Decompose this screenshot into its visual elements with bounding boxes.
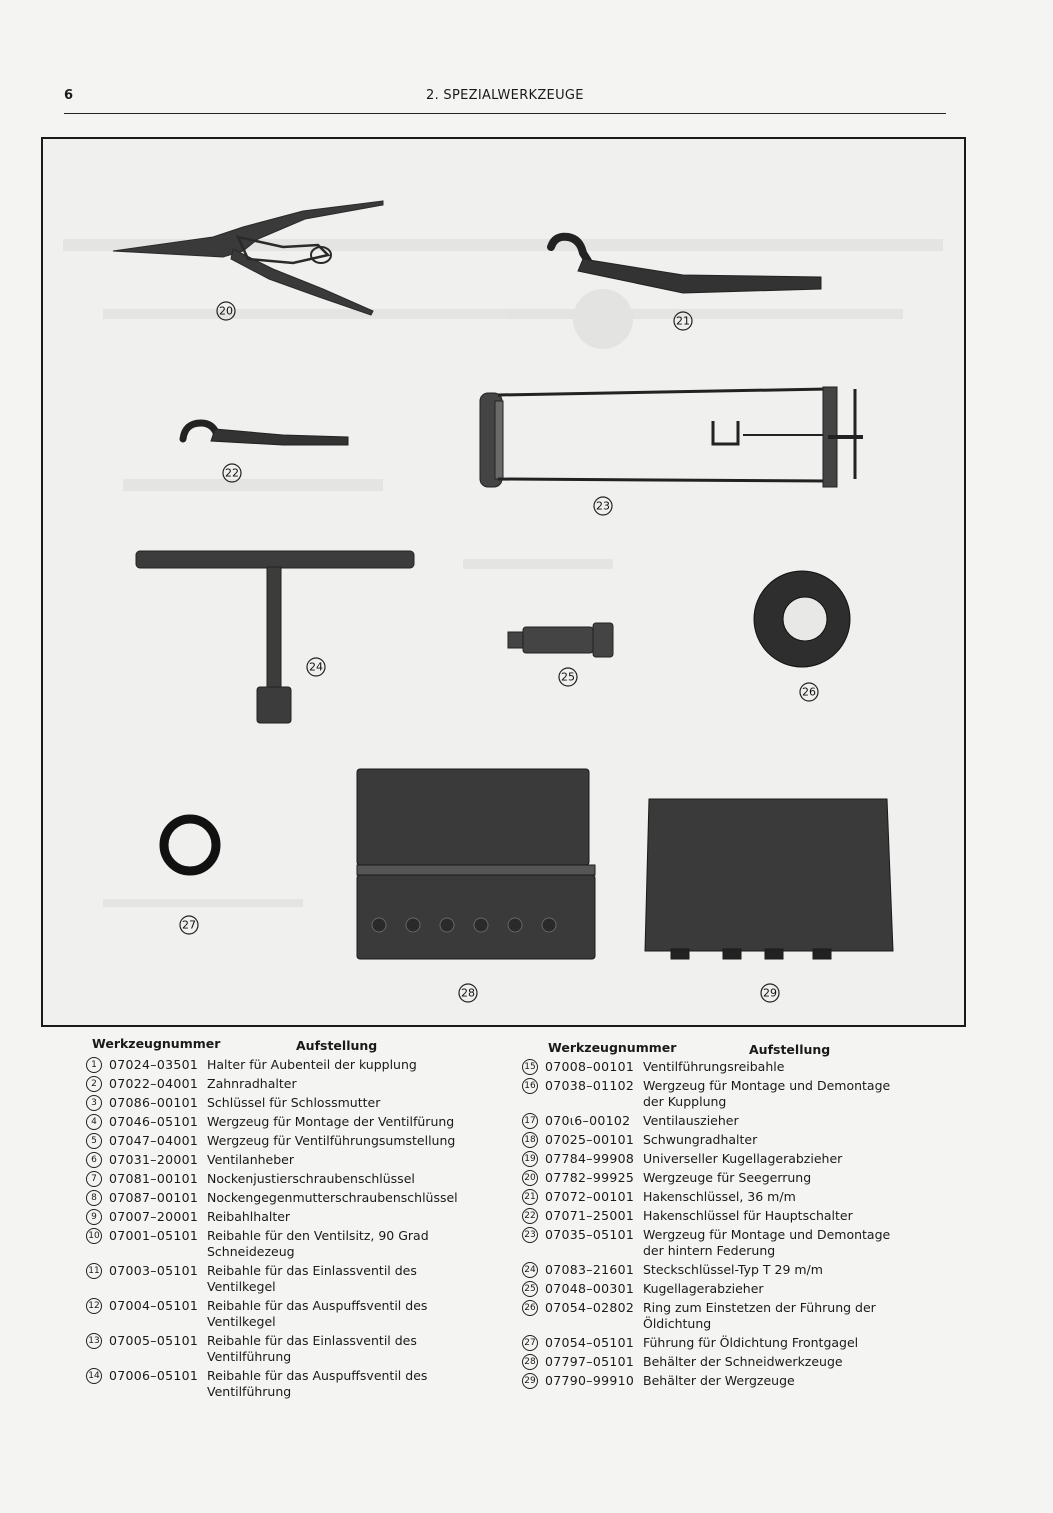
callout-21: 21	[676, 314, 690, 328]
item-marker: 28	[522, 1354, 538, 1370]
item-marker: 16	[522, 1078, 538, 1094]
tool-number: 07086–00101	[109, 1095, 199, 1110]
tool-number: 07048–00301	[545, 1281, 635, 1296]
tool-number: 07087–00101	[109, 1190, 199, 1205]
tool-description: Reibahle für den Ventilsitz, 90 Grad Schneidezeug	[207, 1228, 429, 1259]
callout-23: 23	[596, 499, 610, 513]
tool-number: 07003–05101	[109, 1263, 199, 1278]
item-marker: 14	[86, 1368, 102, 1384]
tool-description: Hakenschlüssel für Hauptschalter	[643, 1208, 853, 1223]
legend-right-column	[522, 1059, 905, 1392]
callout-26: 26	[802, 685, 816, 699]
callout-27: 27	[182, 918, 196, 932]
tool-description: Ventilanheber	[207, 1152, 294, 1167]
legend-item	[86, 1263, 462, 1295]
page-number: 6	[64, 88, 74, 103]
tool-number: 07081–00101	[109, 1171, 199, 1186]
item-marker: 29	[522, 1373, 538, 1389]
legend-item	[86, 1298, 462, 1330]
tool-description: Steckschlüssel-Typ T 29 m/m	[643, 1262, 823, 1277]
legend-item	[522, 1354, 905, 1370]
tool-description: Zahnradhalter	[207, 1076, 297, 1091]
legend-item	[86, 1171, 462, 1187]
legend-item	[522, 1170, 905, 1186]
legend-item	[86, 1133, 462, 1149]
item-marker: 4	[86, 1114, 102, 1130]
item-marker: 26	[522, 1300, 538, 1316]
tools-figure	[41, 137, 966, 1027]
item-marker: 27	[522, 1335, 538, 1351]
item-marker: 6	[86, 1152, 102, 1168]
item-marker: 23	[522, 1227, 538, 1243]
tool-number: 07024–03501	[109, 1057, 199, 1072]
item-marker: 13	[86, 1333, 102, 1349]
tool-number: 07001–05101	[109, 1228, 199, 1243]
legend-item	[86, 1368, 462, 1400]
tool-description: Schwungradhalter	[643, 1132, 758, 1147]
item-marker: 21	[522, 1189, 538, 1205]
tool-description: Kugellagerabzieher	[643, 1281, 764, 1296]
legend-item	[522, 1208, 905, 1224]
callout-25: 25	[561, 670, 575, 684]
tool-description: Nockengegenmutterschraubenschlüssel	[207, 1190, 458, 1205]
tool-number: 07072–00101	[545, 1189, 635, 1204]
tool-description: Wergzeug für Ventilführungsumstellung	[207, 1133, 456, 1148]
legend-left-column	[86, 1057, 462, 1403]
item-marker: 5	[86, 1133, 102, 1149]
legend-item	[86, 1333, 462, 1365]
legend-item	[522, 1373, 905, 1389]
callout-29: 29	[763, 986, 777, 1000]
callout-22: 22	[225, 466, 239, 480]
tool-number: 07071–25001	[545, 1208, 635, 1223]
rear-suspension-tool	[480, 387, 863, 487]
tool-number: 07790–99910	[545, 1373, 635, 1388]
tool-description: Wergzeuge für Seegerrung	[643, 1170, 812, 1185]
tool-description: Nockenjustierschraubenschlüssel	[207, 1171, 415, 1186]
item-marker: 20	[522, 1170, 538, 1186]
cutter-case	[357, 769, 595, 959]
t-socket-wrench	[136, 551, 414, 723]
tool-number: 07007–20001	[109, 1209, 199, 1224]
circlip-pliers	[113, 201, 383, 315]
tool-description: Behälter der Schneidwerkzeuge	[643, 1354, 843, 1369]
legend-item	[522, 1078, 905, 1110]
legend-item	[522, 1335, 905, 1351]
legend-item	[86, 1209, 462, 1225]
item-marker: 22	[522, 1208, 538, 1224]
tool-number: 07054–05101	[545, 1335, 635, 1350]
tool-description: Ring zum Einstetzen der Führung der Öldichtung	[643, 1300, 876, 1331]
tool-description: Reibahlhalter	[207, 1209, 291, 1224]
item-marker: 10	[86, 1228, 102, 1244]
right-header-description: Aufstellung	[749, 1042, 831, 1057]
tools-illustration	[43, 139, 966, 1027]
legend-item	[522, 1262, 905, 1278]
left-header-number: Werkzeugnummer	[92, 1036, 221, 1051]
legend-item	[522, 1113, 905, 1129]
tool-number: 07054–02802	[545, 1300, 635, 1315]
item-marker: 11	[86, 1263, 102, 1279]
legend-item	[522, 1227, 905, 1259]
tool-description: Reibahle für das Auspuffsventil des Ventilführung	[207, 1368, 428, 1399]
callout-28: 28	[461, 986, 475, 1000]
legend-item	[522, 1132, 905, 1148]
tool-number: 07035–05101	[545, 1227, 635, 1242]
callout-20: 20	[219, 304, 233, 318]
bearing-puller	[508, 623, 613, 657]
tool-description: Ventilauszieher	[643, 1113, 739, 1128]
tool-number: 07022–04001	[109, 1076, 199, 1091]
tool-number: 07038–01102	[545, 1078, 635, 1093]
tool-number: 07797–05101	[545, 1354, 635, 1369]
tool-number: 07025–00101	[545, 1132, 635, 1147]
item-marker: 7	[86, 1171, 102, 1187]
item-marker: 18	[522, 1132, 538, 1148]
legend-item	[86, 1152, 462, 1168]
tool-number: 07004–05101	[109, 1298, 199, 1313]
header-rule	[64, 113, 946, 114]
tool-number: 07047–04001	[109, 1133, 199, 1148]
tool-description: Universeller Kugellagerabzieher	[643, 1151, 843, 1166]
item-marker: 3	[86, 1095, 102, 1111]
tool-number: 07083–21601	[545, 1262, 635, 1277]
tool-case	[645, 799, 893, 959]
tool-number: 07046–05101	[109, 1114, 199, 1129]
tool-description: Wergzeug für Montage der Ventilfürung	[207, 1114, 455, 1129]
tool-description: Wergzeug für Montage und Demontage der Kupplung	[643, 1078, 891, 1109]
left-header-description: Aufstellung	[296, 1038, 378, 1053]
oil-seal-guide	[164, 819, 216, 871]
legend-item	[86, 1057, 462, 1073]
item-marker: 9	[86, 1209, 102, 1225]
tool-number: 07784–99908	[545, 1151, 635, 1166]
item-marker: 17	[522, 1113, 538, 1129]
tool-number: 07031–20001	[109, 1152, 199, 1167]
tool-description: Reibahle für das Einlassventil des Ventilkegel	[207, 1263, 417, 1294]
legend-item	[522, 1151, 905, 1167]
item-marker: 15	[522, 1059, 538, 1075]
tool-number: 07006–05101	[109, 1368, 199, 1383]
tool-description: Hakenschlüssel, 36 m/m	[643, 1189, 796, 1204]
legend-item	[86, 1228, 462, 1260]
tool-description: Reibahle für das Auspuffsventil des Ventilkegel	[207, 1298, 428, 1329]
tool-description: Wergzeug für Montage und Demontage der hintern Federung	[643, 1227, 891, 1258]
legend-item	[522, 1300, 905, 1332]
chapter-title: 2. SPEZIALWERKZEUGE	[426, 88, 584, 103]
tool-description: Behälter der Wergzeuge	[643, 1373, 795, 1388]
tool-description: Reibahle für das Einlassventil des Ventilführung	[207, 1333, 417, 1364]
tool-number: 07008–00101	[545, 1059, 635, 1074]
oil-seal-guide-ring	[754, 571, 850, 667]
item-marker: 2	[86, 1076, 102, 1092]
item-marker: 8	[86, 1190, 102, 1206]
tool-description: Schlüssel für Schlossmutter	[207, 1095, 381, 1110]
tool-description: Führung für Öldichtung Frontgagel	[643, 1335, 859, 1350]
item-marker: 25	[522, 1281, 538, 1297]
legend-item	[522, 1281, 905, 1297]
legend-item	[86, 1076, 462, 1092]
callout-24: 24	[309, 660, 323, 674]
item-marker: 1	[86, 1057, 102, 1073]
tool-description: Ventilführungsreibahle	[643, 1059, 785, 1074]
tool-number: 07005–05101	[109, 1333, 199, 1348]
item-marker: 12	[86, 1298, 102, 1314]
tool-number: 07782–99925	[545, 1170, 635, 1185]
right-header-number: Werkzeugnummer	[548, 1040, 677, 1055]
legend-item	[86, 1190, 462, 1206]
item-marker: 19	[522, 1151, 538, 1167]
legend-item	[522, 1189, 905, 1205]
legend-item	[86, 1114, 462, 1130]
hook-spanner-small	[183, 423, 348, 445]
tool-number: 070ɩ6–00102	[545, 1113, 631, 1128]
legend-item	[522, 1059, 905, 1075]
legend-item	[86, 1095, 462, 1111]
tool-description: Halter für Aubenteil der kupplung	[207, 1057, 417, 1072]
item-marker: 24	[522, 1262, 538, 1278]
